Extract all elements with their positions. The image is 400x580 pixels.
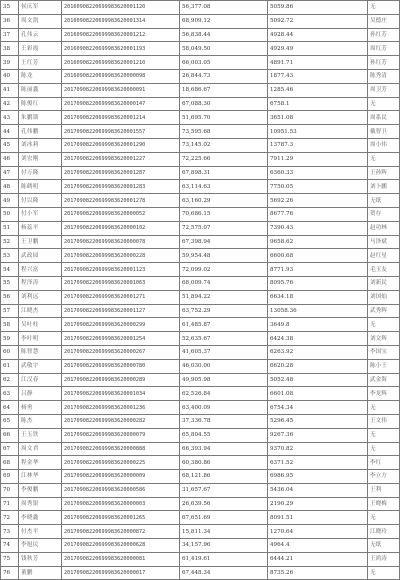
account-number-cell: 20170908220699983620000228	[62, 249, 180, 263]
account-number-cell: 20170908220699983620000017	[62, 566, 180, 580]
table-row	[1, 525, 400, 539]
account-number-cell: 20170908220699983620000147	[62, 97, 180, 111]
name-cell: 陈龙	[19, 69, 62, 83]
secondary-amount-cell: 13058.36	[268, 304, 368, 318]
name-cell: 程金华	[19, 456, 62, 470]
secondary-amount-cell: 5436.04	[268, 483, 368, 497]
name-cell: 付以隆	[19, 194, 62, 208]
account-number-cell: 20170908220699983620000003	[62, 497, 180, 511]
note-cell: 马泽斌	[368, 235, 400, 249]
amount-cell: 67,088.30	[180, 97, 268, 111]
secondary-amount-cell: 9267.36	[268, 428, 368, 442]
row-number-cell: 73	[1, 525, 19, 539]
secondary-amount-cell: 6620.28	[268, 359, 368, 373]
name-cell: 王红芳	[19, 56, 62, 70]
amount-cell: 63,160.29	[180, 194, 268, 208]
secondary-amount-cell: 7390.43	[268, 221, 368, 235]
note-cell: 赵功林	[368, 221, 400, 235]
secondary-amount-cell: 6360.33	[268, 166, 368, 180]
name-cell: 李俊鹏	[19, 483, 62, 497]
table-row	[1, 456, 400, 470]
amount-cell: 51,894.22	[180, 290, 268, 304]
table-row	[1, 387, 400, 401]
name-cell: 付小军	[19, 207, 62, 221]
note-cell: 王利	[368, 483, 400, 497]
name-cell: 陈丽鑫	[19, 83, 62, 97]
amount-cell: 67,398.94	[180, 235, 268, 249]
table-row	[1, 401, 400, 415]
secondary-amount-cell: 6600.68	[268, 249, 368, 263]
account-number-cell: 20170908220699983620001236	[62, 401, 180, 415]
note-cell: 刘新民	[368, 276, 400, 290]
note-cell: 王晓梅	[368, 497, 400, 511]
amount-cell: 52,635.67	[180, 332, 268, 346]
secondary-amount-cell: 8095.76	[268, 276, 368, 290]
amount-cell: 41,605.37	[180, 345, 268, 359]
amount-cell: 26,639.56	[180, 497, 268, 511]
table-body	[1, 1, 400, 580]
row-number-cell: 49	[1, 194, 19, 208]
secondary-amount-cell: 6986.95	[268, 470, 368, 484]
row-number-cell: 66	[1, 428, 19, 442]
secondary-amount-cell: 13787.3	[268, 138, 368, 152]
table-row	[1, 290, 400, 304]
secondary-amount-cell: 1877.43	[268, 69, 368, 83]
amount-cell: 26,844.73	[180, 69, 268, 83]
account-number-cell: 20170908220699983620001283	[62, 180, 180, 194]
account-number-cell: 20170908220699983620000586	[62, 483, 180, 497]
note-cell: 李红	[368, 456, 400, 470]
table-row	[1, 318, 400, 332]
table-row	[1, 359, 400, 373]
row-number-cell: 44	[1, 125, 19, 139]
account-number-cell: 20160908220699983620001314	[62, 14, 180, 28]
name-cell: 孔伟鹏	[19, 125, 62, 139]
name-cell: 钱秋芳	[19, 552, 62, 566]
secondary-amount-cell: 4929.49	[268, 42, 368, 56]
name-cell: 陈俊红	[19, 97, 62, 111]
account-number-cell: 20170908220699983620001287	[62, 166, 180, 180]
name-cell: 江林华	[19, 470, 62, 484]
secondary-amount-cell: 10951.53	[268, 125, 368, 139]
account-number-cell: 20170908220699983620000267	[62, 345, 180, 359]
secondary-amount-cell: 4928.44	[268, 28, 368, 42]
name-cell: 李叶明	[19, 332, 62, 346]
name-cell: 刘宏刚	[19, 152, 62, 166]
secondary-amount-cell: 6371.52	[268, 456, 368, 470]
amount-cell: 68,909.12	[180, 14, 268, 28]
note-cell: 无纸	[368, 194, 400, 208]
note-cell: 周小伟	[368, 138, 400, 152]
table-row	[1, 194, 400, 208]
table-row	[1, 263, 400, 277]
amount-cell: 15,811.34	[180, 525, 268, 539]
secondary-amount-cell: 1270.64	[268, 525, 368, 539]
note-cell: 王鸿涛	[368, 552, 400, 566]
account-number-cell: 20170908220699983620001254	[62, 332, 180, 346]
name-cell: 付万隆	[19, 166, 62, 180]
row-number-cell: 61	[1, 359, 19, 373]
table-row	[1, 221, 400, 235]
row-number-cell: 60	[1, 345, 19, 359]
secondary-amount-cell: 6263.92	[268, 345, 368, 359]
account-number-cell: 20170908220699983620001214	[62, 111, 180, 125]
secondary-amount-cell: 5059.86	[268, 1, 368, 15]
amount-cell: 73,595.68	[180, 125, 268, 139]
secondary-amount-cell: 7750.05	[268, 180, 368, 194]
note-cell: 孙红芳	[368, 28, 400, 42]
amount-cell: 31,657.67	[180, 483, 268, 497]
name-cell: 周文君	[19, 442, 62, 456]
amount-cell: 72,225.66	[180, 152, 268, 166]
secondary-amount-cell: 6758.1	[268, 97, 368, 111]
table-row	[1, 1, 400, 15]
amount-cell: 66,003.05	[180, 56, 268, 70]
name-cell: 刘冰莉	[19, 138, 62, 152]
table-row	[1, 249, 400, 263]
row-number-cell: 50	[1, 207, 19, 221]
row-number-cell: 70	[1, 483, 19, 497]
secondary-amount-cell: 5092.72	[268, 14, 368, 28]
table-row	[1, 511, 400, 525]
account-number-cell: 20170908220699983620000289	[62, 373, 180, 387]
account-number-cell: 20170908220699983620000888	[62, 442, 180, 456]
amount-cell: 59,954.48	[180, 249, 268, 263]
account-number-cell: 20170908220699983620000009	[62, 470, 180, 484]
name-cell: 王玉铁	[19, 428, 62, 442]
table-row	[1, 428, 400, 442]
note-cell: 武金海	[368, 373, 400, 387]
secondary-amount-cell: 9658.62	[268, 235, 368, 249]
amount-cell: 63,752.29	[180, 304, 268, 318]
note-cell: 无	[368, 566, 400, 580]
name-cell: 陈杰	[19, 414, 62, 428]
amount-cell: 67,448.34	[180, 566, 268, 580]
account-number-cell: 20170908220699983620000102	[62, 221, 180, 235]
account-number-cell: 20170908220699983620000052	[62, 207, 180, 221]
name-cell: 李旭民	[19, 539, 62, 553]
account-number-cell: 20170908220699983620000081	[62, 552, 180, 566]
note-cell: 孙红芳	[368, 56, 400, 70]
row-number-cell: 63	[1, 387, 19, 401]
secondary-amount-cell: 6754.34	[268, 401, 368, 415]
note-cell: 刘国灿	[368, 290, 400, 304]
note-cell: 吴德庄	[368, 14, 400, 28]
table-row	[1, 304, 400, 318]
row-number-cell: 48	[1, 180, 19, 194]
row-number-cell: 41	[1, 83, 19, 97]
name-cell: 王卫鹏	[19, 235, 62, 249]
account-number-cell: 20170908220699983620001127	[62, 304, 180, 318]
table-row	[1, 483, 400, 497]
name-cell: 程兴富	[19, 263, 62, 277]
amount-cell: 34,157.96	[180, 539, 268, 553]
table-row	[1, 539, 400, 553]
note-cell: 江晓玲	[368, 525, 400, 539]
table-row	[1, 111, 400, 125]
amount-cell: 73,145.02	[180, 138, 268, 152]
note-cell: 无	[368, 152, 400, 166]
secondary-amount-cell: 6601.08	[268, 387, 368, 401]
row-number-cell: 46	[1, 152, 19, 166]
note-cell: 陈秀清	[368, 69, 400, 83]
name-cell: 吕静	[19, 387, 62, 401]
table-row	[1, 97, 400, 111]
table-row	[1, 83, 400, 97]
row-number-cell: 69	[1, 470, 19, 484]
name-cell: 刘利远	[19, 290, 62, 304]
account-number-cell: 20170908220699983620000079	[62, 428, 180, 442]
account-number-cell: 20170908220699983620001123	[62, 263, 180, 277]
amount-cell: 68,121.86	[180, 470, 268, 484]
table-row	[1, 125, 400, 139]
table-row	[1, 207, 400, 221]
note-cell: 李国宝	[368, 345, 400, 359]
name-cell: 武敬宇	[19, 359, 62, 373]
table-row	[1, 166, 400, 180]
row-number-cell: 52	[1, 235, 19, 249]
account-number-cell: 20170908220699983620001227	[62, 152, 180, 166]
account-number-cell: 20170908220699983620000628	[62, 539, 180, 553]
row-number-cell: 76	[1, 566, 19, 580]
secondary-amount-cell: 4891.71	[268, 56, 368, 70]
secondary-amount-cell: 6424.38	[268, 332, 368, 346]
amount-cell: 37,336.78	[180, 414, 268, 428]
account-number-cell: 20170908220699983620000780	[62, 359, 180, 373]
account-number-cell: 20170908220699983620001034	[62, 387, 180, 401]
row-number-cell: 40	[1, 69, 19, 83]
note-cell: 赵红星	[368, 249, 400, 263]
note-cell: 刘卜鹏	[368, 180, 400, 194]
name-cell: 周秀银	[19, 497, 62, 511]
row-number-cell: 56	[1, 290, 19, 304]
table-row	[1, 28, 400, 42]
name-cell: 付杰平	[19, 525, 62, 539]
secondary-amount-cell: 4964.4	[268, 539, 368, 553]
note-cell: 李龙辉	[368, 387, 400, 401]
row-number-cell: 35	[1, 1, 19, 15]
table-row	[1, 345, 400, 359]
amount-cell: 60,380.86	[180, 456, 268, 470]
row-number-cell: 53	[1, 249, 19, 263]
account-number-cell: 20170908220699983620001271	[62, 290, 180, 304]
note-cell: 刘文辉	[368, 332, 400, 346]
note-cell: 无	[368, 511, 400, 525]
account-number-cell: 20170908220699983620001265	[62, 511, 180, 525]
amount-cell: 61,485.87	[180, 318, 268, 332]
secondary-amount-cell: 6444.21	[268, 552, 368, 566]
note-cell: 无	[368, 97, 400, 111]
note-cell: 李立方	[368, 470, 400, 484]
row-number-cell: 72	[1, 511, 19, 525]
amount-cell: 70,686.15	[180, 207, 268, 221]
table-row	[1, 332, 400, 346]
account-number-cell: 20170908220699983620000225	[62, 456, 180, 470]
amount-cell: 49,905.98	[180, 373, 268, 387]
amount-cell: 72,099.02	[180, 263, 268, 277]
secondary-amount-cell: 5692.26	[268, 194, 368, 208]
amount-cell: 68,009.74	[180, 276, 268, 290]
secondary-amount-cell: 3651.08	[268, 111, 368, 125]
note-cell: 无纸	[368, 539, 400, 553]
table-row	[1, 180, 400, 194]
account-number-cell: 20170908220699983620001290	[62, 138, 180, 152]
secondary-amount-cell: 8677.76	[268, 207, 368, 221]
account-number-cell: 20170908220699983620000091	[62, 83, 180, 97]
name-cell: 杨蕊平	[19, 221, 62, 235]
row-number-cell: 36	[1, 14, 19, 28]
name-cell: 朱鹏锁	[19, 111, 62, 125]
name-cell: 侯庆军	[19, 1, 62, 15]
note-cell: 贺存	[368, 207, 400, 221]
note-cell: 周系民	[368, 111, 400, 125]
note-cell: 无	[368, 401, 400, 415]
account-number-cell: 20170908220699983620000299	[62, 318, 180, 332]
row-number-cell: 67	[1, 442, 19, 456]
table-row	[1, 14, 400, 28]
name-cell: 李晓鑫	[19, 511, 62, 525]
table-row	[1, 497, 400, 511]
amount-cell: 18,686.67	[180, 83, 268, 97]
amount-cell: 61,419.61	[180, 552, 268, 566]
account-number-cell: 20160908220699983620001212	[62, 28, 180, 42]
row-number-cell: 75	[1, 552, 19, 566]
row-number-cell: 59	[1, 332, 19, 346]
secondary-amount-cell: 8091.51	[268, 511, 368, 525]
note-cell: 无	[368, 1, 400, 15]
note-cell: 无	[368, 442, 400, 456]
secondary-amount-cell: 6634.18	[268, 290, 368, 304]
name-cell: 周文凯	[19, 14, 62, 28]
row-number-cell: 71	[1, 497, 19, 511]
name-cell: 陈智慧	[19, 345, 62, 359]
row-number-cell: 64	[1, 401, 19, 415]
row-number-cell: 65	[1, 414, 19, 428]
note-cell: 陈小王	[368, 359, 400, 373]
row-number-cell: 45	[1, 138, 19, 152]
table-row	[1, 235, 400, 249]
table-row	[1, 56, 400, 70]
amount-cell: 56,838.44	[180, 28, 268, 42]
row-number-cell: 39	[1, 56, 19, 70]
secondary-amount-cell: 7911.29	[268, 152, 368, 166]
row-number-cell: 57	[1, 304, 19, 318]
account-number-cell: 20160908220699983620001210	[62, 56, 180, 70]
note-cell: 王文伟	[368, 414, 400, 428]
amount-cell: 51,695.70	[180, 111, 268, 125]
account-number-cell: 20170908220699983620001063	[62, 276, 180, 290]
row-number-cell: 74	[1, 539, 19, 553]
table-row	[1, 414, 400, 428]
account-number-cell: 20170908220699983620001278	[62, 194, 180, 208]
note-cell: 无	[368, 428, 400, 442]
note-cell: 戴智卫	[368, 125, 400, 139]
secondary-amount-cell: 3649.8	[268, 318, 368, 332]
table-row	[1, 470, 400, 484]
amount-cell: 67,898.31	[180, 166, 268, 180]
row-number-cell: 42	[1, 97, 19, 111]
secondary-amount-cell: 5052.48	[268, 373, 368, 387]
name-cell: 武政园	[19, 249, 62, 263]
secondary-amount-cell: 9370.82	[268, 442, 368, 456]
table-row	[1, 69, 400, 83]
amount-cell: 56,377.08	[180, 1, 268, 15]
account-number-cell: 20170908220699983620001557	[62, 125, 180, 139]
secondary-amount-cell: 2190.29	[268, 497, 368, 511]
row-number-cell: 47	[1, 166, 19, 180]
secondary-amount-cell: 5296.45	[268, 414, 368, 428]
row-number-cell: 38	[1, 42, 19, 56]
table-row	[1, 42, 400, 56]
name-cell: 杨勇	[19, 401, 62, 415]
account-number-cell: 20160908220699983620001193	[62, 42, 180, 56]
row-number-cell: 51	[1, 221, 19, 235]
row-number-cell: 55	[1, 276, 19, 290]
row-number-cell: 54	[1, 263, 19, 277]
row-number-cell: 37	[1, 28, 19, 42]
table-row	[1, 152, 400, 166]
note-cell: 王孙辉	[368, 166, 400, 180]
amount-cell: 46,030.00	[180, 359, 268, 373]
name-cell: 江汉春	[19, 373, 62, 387]
amount-cell: 66,393.94	[180, 442, 268, 456]
amount-cell: 63,114.63	[180, 180, 268, 194]
amount-cell: 63,400.09	[180, 401, 268, 415]
note-cell: 无	[368, 318, 400, 332]
name-cell: 王彩霞	[19, 42, 62, 56]
secondary-amount-cell: 8771.93	[268, 263, 368, 277]
note-cell: 周卫芳	[368, 83, 400, 97]
row-number-cell: 43	[1, 111, 19, 125]
account-number-cell: 20160908220699983620000098	[62, 69, 180, 83]
secondary-amount-cell: 1285.46	[268, 83, 368, 97]
account-number-cell: 20170908220699983620000872	[62, 525, 180, 539]
row-number-cell: 62	[1, 373, 19, 387]
table-row	[1, 566, 400, 580]
note-cell: 周红芳	[368, 42, 400, 56]
table-row	[1, 276, 400, 290]
name-cell: 程泽涛	[19, 276, 62, 290]
row-number-cell: 68	[1, 456, 19, 470]
name-cell: 陈鹤明	[19, 180, 62, 194]
amount-cell: 67,651.69	[180, 511, 268, 525]
name-cell: 董鹏	[19, 566, 62, 580]
table-row	[1, 442, 400, 456]
secondary-amount-cell: 8735.26	[268, 566, 368, 580]
table-row	[1, 138, 400, 152]
note-cell: 武秀辉	[368, 304, 400, 318]
table-row	[1, 552, 400, 566]
amount-cell: 65,804.55	[180, 428, 268, 442]
account-number-cell: 20170908220699983620000078	[62, 235, 180, 249]
account-number-cell: 20160908220699983620001120	[62, 1, 180, 15]
account-number-cell: 20170908220699983620000282	[62, 414, 180, 428]
name-cell: 孔伟云	[19, 28, 62, 42]
note-cell: 毛玉友	[368, 263, 400, 277]
amount-cell: 72,575.07	[180, 221, 268, 235]
name-cell: 吴叶柱	[19, 318, 62, 332]
row-number-cell: 58	[1, 318, 19, 332]
amount-cell: 62,526.84	[180, 387, 268, 401]
table-row	[1, 373, 400, 387]
name-cell: 江晓杰	[19, 304, 62, 318]
amount-cell: 58,049.50	[180, 42, 268, 56]
